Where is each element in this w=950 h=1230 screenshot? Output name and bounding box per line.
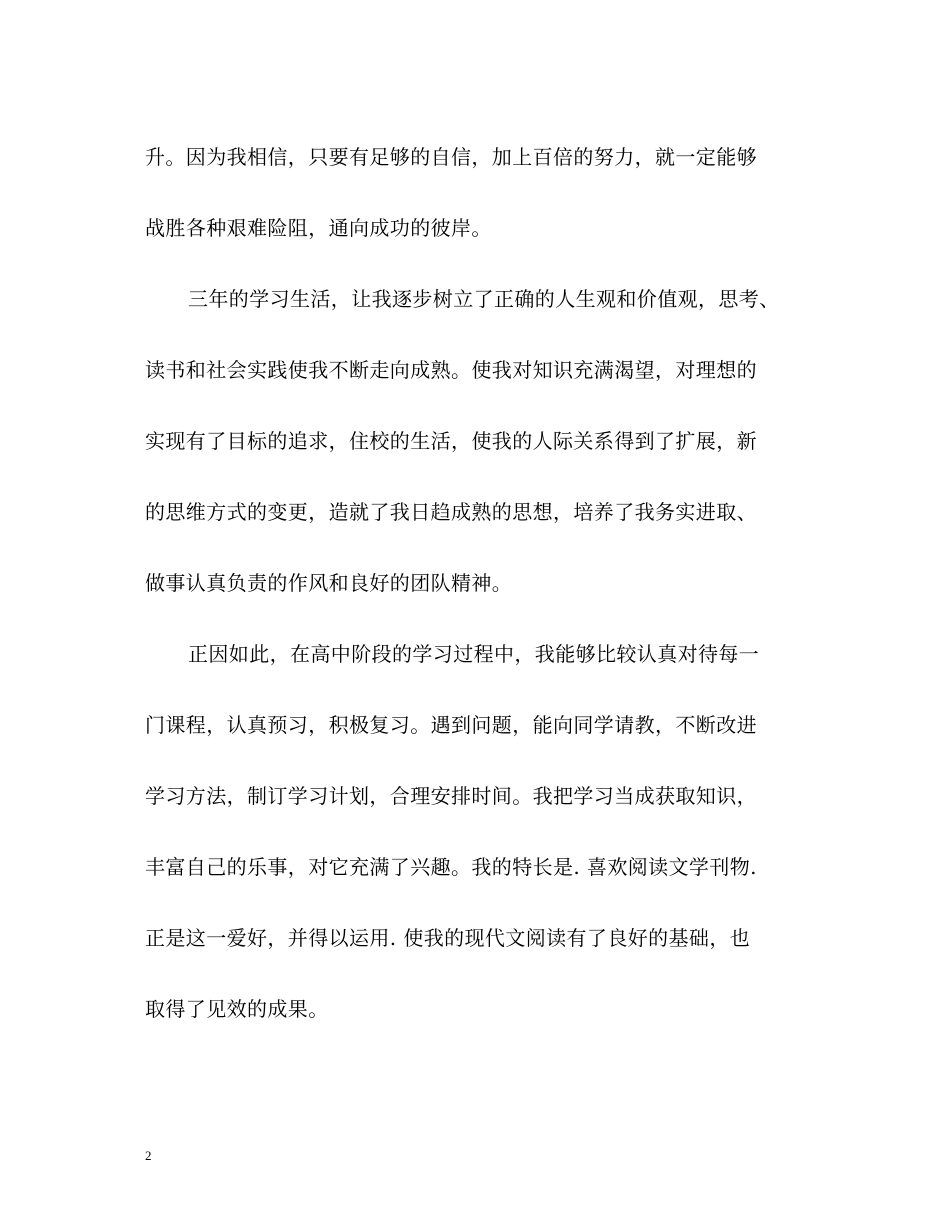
paragraph-start-line: 三年的学习生活，让我逐步树立了正确的人生观和价值观，思考、: [188, 287, 780, 311]
text-line: 门课程，认真预习，积极复习。遇到问题，能向同学请教，不断改进: [145, 713, 757, 737]
text-line: 做事认真负责的作风和良好的团队精神。: [145, 571, 513, 595]
text-line: 实现有了目标的追求，住校的生活，使我的人际关系得到了扩展，新: [145, 429, 757, 453]
text-line: 战胜各种艰难险阻，通向成功的彼岸。: [145, 216, 492, 240]
page-number: 2: [145, 1148, 152, 1163]
text-line: 的思维方式的变更，造就了我日趋成熟的思想，培养了我务实进取、: [145, 500, 757, 524]
text-line: 学习方法，制订学习计划，合理安排时间。我把学习当成获取知识，: [145, 784, 757, 808]
text-line: 丰富自己的乐事，对它充满了兴趣。我的特长是. 喜欢阅读文学刊物.: [145, 855, 757, 879]
text-line: 正是这一爱好，并得以运用. 使我的现代文阅读有了良好的基础，也: [145, 926, 751, 950]
text-line: 升。因为我相信，只要有足够的自信，加上百倍的努力，就一定能够: [145, 145, 757, 169]
text-line: 读书和社会实践使我不断走向成熟。使我对知识充满渴望，对理想的: [145, 358, 757, 382]
paragraph-start-line: 正因如此，在高中阶段的学习过程中，我能够比较认真对待每一: [188, 642, 760, 666]
text-line: 取得了见效的成果。: [145, 997, 329, 1021]
